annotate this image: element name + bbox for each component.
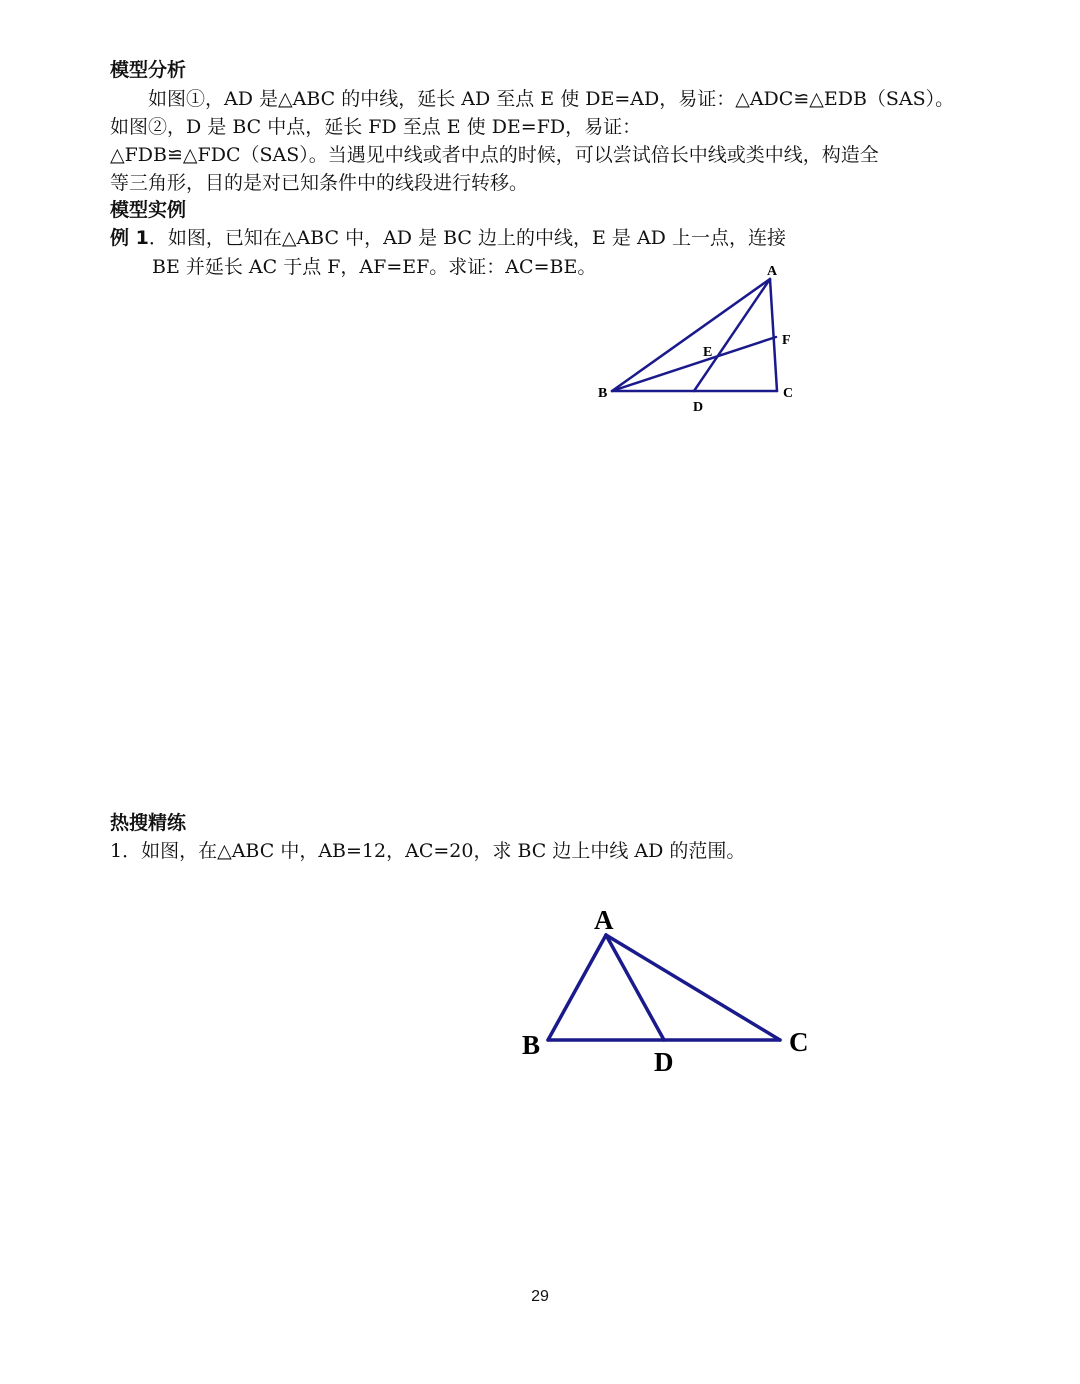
page-number: 29 [531,1288,549,1305]
example-1-line-2: BE 并延长 AC 于点 F，AF=EF。求证：AC=BE。 [152,256,597,278]
section-heading-practice: 热搜精练 [110,812,187,834]
paragraph-line: 如图②，D 是 BC 中点，延长 FD 至点 E 使 DE=FD，易证： [110,116,642,138]
label-a: A [594,905,614,935]
label-e: E [703,345,713,360]
figure-example-1 [612,279,777,391]
label-b: B [598,386,608,401]
label-c: C [783,386,794,401]
segment-ab [612,279,770,391]
label-a: A [767,264,778,279]
example-1-text: ．如图，已知在△ABC 中，AD 是 BC 边上的中线，E 是 AD 上一点，连接 [148,227,786,249]
segment-ac [606,935,780,1040]
label-c: C [789,1027,809,1057]
segment-bf [612,337,776,391]
example-label: 例 1 [110,227,149,249]
paragraph-line: 如图①，AD 是△ABC 的中线，延长 AD 至点 E 使 DE=AD，易证：△ADC≌△EDB（SAS）。 [110,88,955,110]
segment-ad [694,279,770,391]
paragraph-line: 等三角形，目的是对已知条件中的线段进行转移。 [110,172,529,194]
figure-practice-1 [548,935,780,1040]
paragraph-line: △FDB≌△FDC（SAS）。当遇见中线或者中点的时候，可以尝试倍长中线或类中线，构造全 [110,144,879,166]
label-d: D [693,400,704,415]
segment-ab [548,935,606,1040]
label-b: B [522,1030,541,1060]
label-f: F [782,333,791,348]
section-heading-model-examples: 模型实例 [110,199,187,221]
practice-problem-1: 1．如图，在△ABC 中，AB=12，AC=20，求 BC 边上中线 AD 的范围。 [110,840,746,862]
segment-ac [770,279,777,391]
section-heading-model-analysis: 模型分析 [110,59,187,81]
label-d: D [654,1047,674,1077]
